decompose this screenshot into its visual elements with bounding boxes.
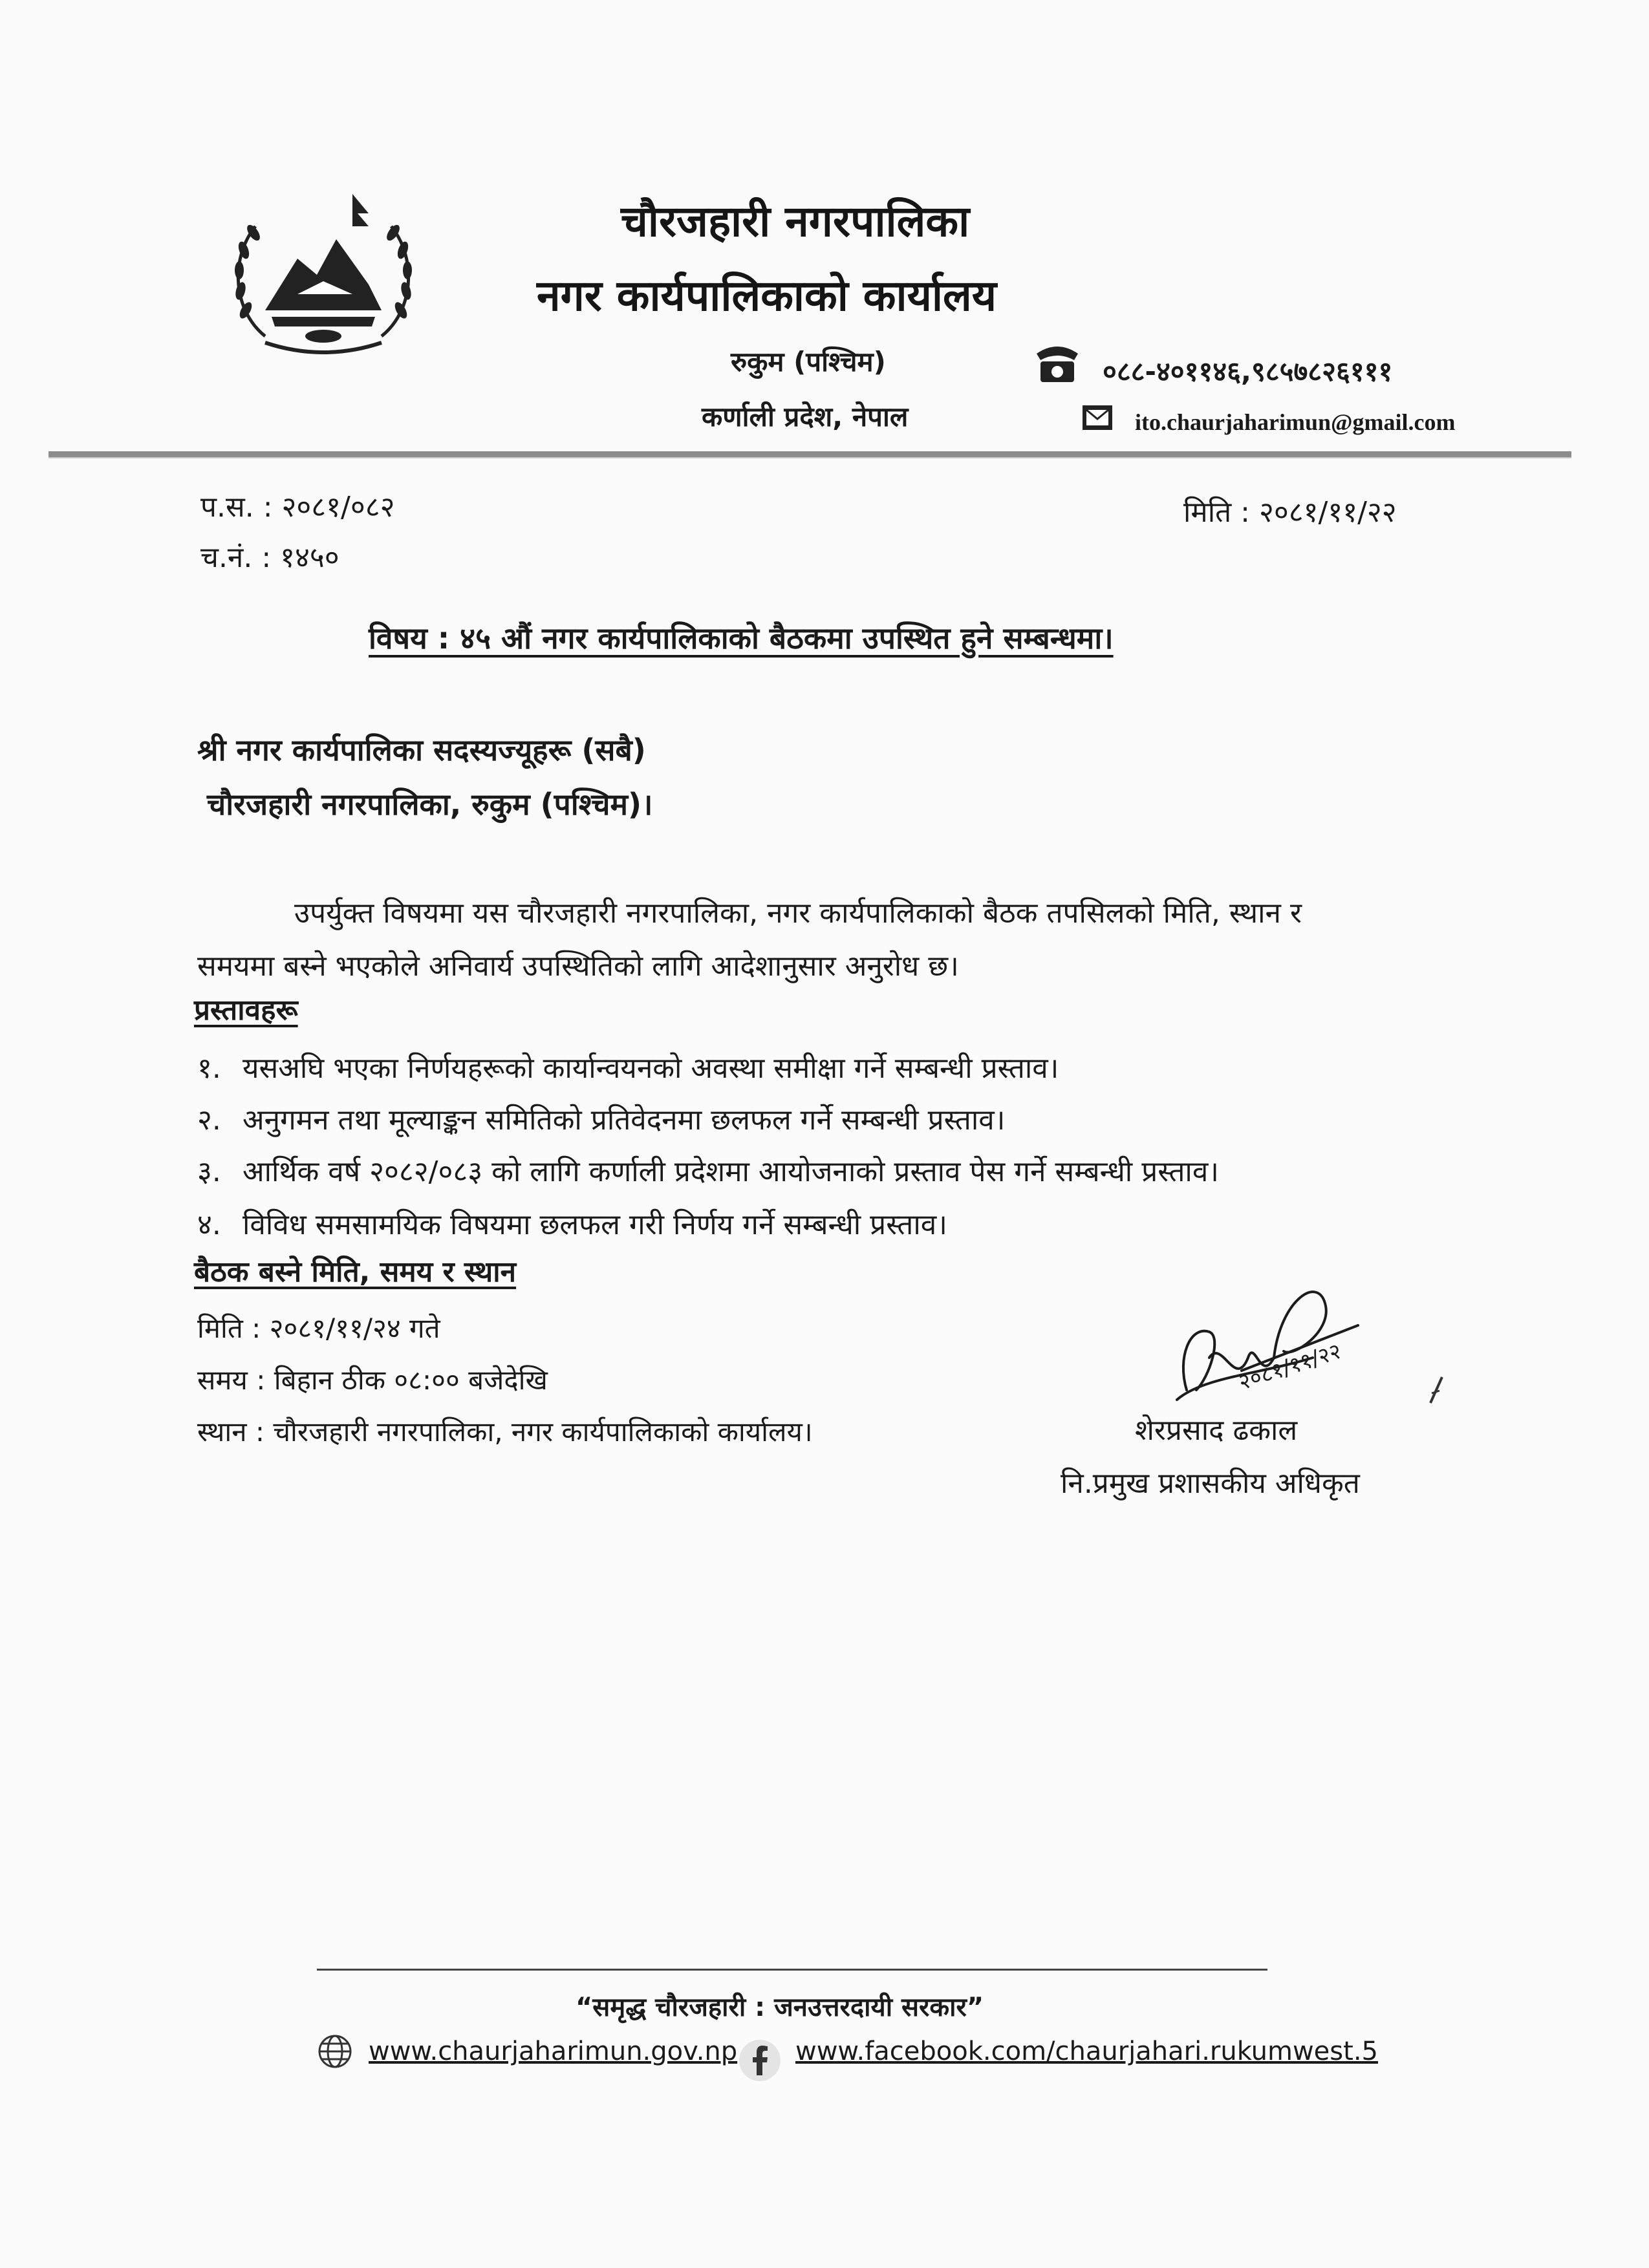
- ink-mark: [1423, 1374, 1449, 1406]
- proposal-item: [197, 1204, 947, 1243]
- footer-slogan: “समृद्ध चौरजहारी : जनउत्तरदायी सरकार”: [576, 1993, 984, 2022]
- reference-number: प.स. : २०८१/०८२: [200, 491, 395, 524]
- body-paragraph-line-2: समयमा बस्ने भएकोले अनिवार्य उपस्थितिको लागि आदेशानुसार अनुरोध छ।: [197, 950, 959, 983]
- proposal-item: [197, 1047, 1059, 1086]
- facebook-link[interactable]: www.facebook.com/chaurjahari.rukumwest.5: [795, 2037, 1378, 2066]
- website-link[interactable]: www.chaurjaharimun.gov.np: [369, 2037, 738, 2066]
- phone-number: ०८८-४०११४६,९८५७८२६१११: [1103, 356, 1393, 387]
- dispatch-number: च.नं. : १४५०: [200, 541, 339, 574]
- meeting-date: मिति : २०८१/११/२४ गते: [197, 1312, 440, 1344]
- meeting-place: स्थान : चौरजहारी नगरपालिका, नगर कार्यपालिकाको कार्यालय।: [197, 1416, 813, 1448]
- addressee-line-1: श्री नगर कार्यपालिका सदस्यज्यूहरू (सबै): [197, 733, 646, 767]
- envelope-icon: [1081, 404, 1114, 431]
- nepal-emblem-icon: [226, 187, 420, 365]
- letter-date: मिति : २०८१/११/२२: [1183, 496, 1397, 529]
- proposal-number: १.: [197, 1052, 221, 1085]
- signatory-name: शेरप्रसाद ढकाल: [1135, 1414, 1298, 1447]
- province-label: कर्णाली प्रदेश, नेपाल: [702, 401, 909, 433]
- meeting-time: समय : बिहान ठीक ०८:०० बजेदेखि: [197, 1364, 548, 1396]
- letter-subject: विषय : ४५ औं नगर कार्यपालिकाको बैठकमा उपस्थित हुने सम्बन्धमा।: [369, 621, 1114, 656]
- district-label: रुकुम (पश्चिम): [731, 346, 886, 378]
- proposal-text: आर्थिक वर्ष २०८२/०८३ को लागि कर्णाली प्रदेशमा आयोजनाको प्रस्ताव पेस गर्ने सम्बन्धी प्रस्ताव।: [242, 1155, 1219, 1188]
- office-name: नगर कार्यपालिकाको कार्यालय: [537, 271, 997, 321]
- addressee-line-2: चौरजहारी नगरपालिका, रुकुम (पश्चिम)।: [207, 787, 653, 822]
- proposal-text: अनुगमन तथा मूल्याङ्कन समितिको प्रतिवेदनमा छलफल गर्ने सम्बन्धी प्रस्ताव।: [242, 1104, 1006, 1137]
- signature-date: २०८१/११/२२: [1235, 1338, 1345, 1396]
- email-address[interactable]: ito.chaurjaharimun@gmail.com: [1135, 409, 1456, 435]
- signatory-title: नि.प्रमुख प्रशासकीय अधिकृत: [1061, 1467, 1360, 1500]
- proposal-number: ३.: [197, 1155, 221, 1188]
- facebook-icon: [737, 2038, 782, 2083]
- proposal-text: यसअघि भएका निर्णयहरूको कार्यान्वयनको अवस्था समीक्षा गर्ने सम्बन्धी प्रस्ताव।: [242, 1052, 1059, 1085]
- meeting-details-heading: बैठक बस्ने मिति, समय र स्थान: [194, 1256, 517, 1289]
- footer-divider: [317, 1969, 1267, 1971]
- proposal-number: २.: [197, 1104, 221, 1137]
- handwritten-signature: [1164, 1261, 1377, 1416]
- telephone-icon: [1031, 339, 1083, 385]
- globe-icon: [317, 2033, 353, 2070]
- proposal-number: ४.: [197, 1208, 221, 1241]
- proposal-item: [197, 1151, 1219, 1190]
- organization-name: चौरजहारी नगरपालिका: [621, 197, 970, 246]
- proposal-text: विविध समसामयिक विषयमा छलफल गरी निर्णय गर्ने सम्बन्धी प्रस्ताव।: [242, 1208, 947, 1241]
- proposals-heading: प्रस्तावहरू: [194, 994, 298, 1027]
- body-paragraph-line-1: उपर्युक्त विषयमा यस चौरजहारी नगरपालिका, नगर कार्यपालिकाको बैठक तपसिलको मिति, स्थान र: [294, 897, 1302, 930]
- proposal-item: [197, 1099, 1005, 1138]
- header-divider: [48, 451, 1571, 458]
